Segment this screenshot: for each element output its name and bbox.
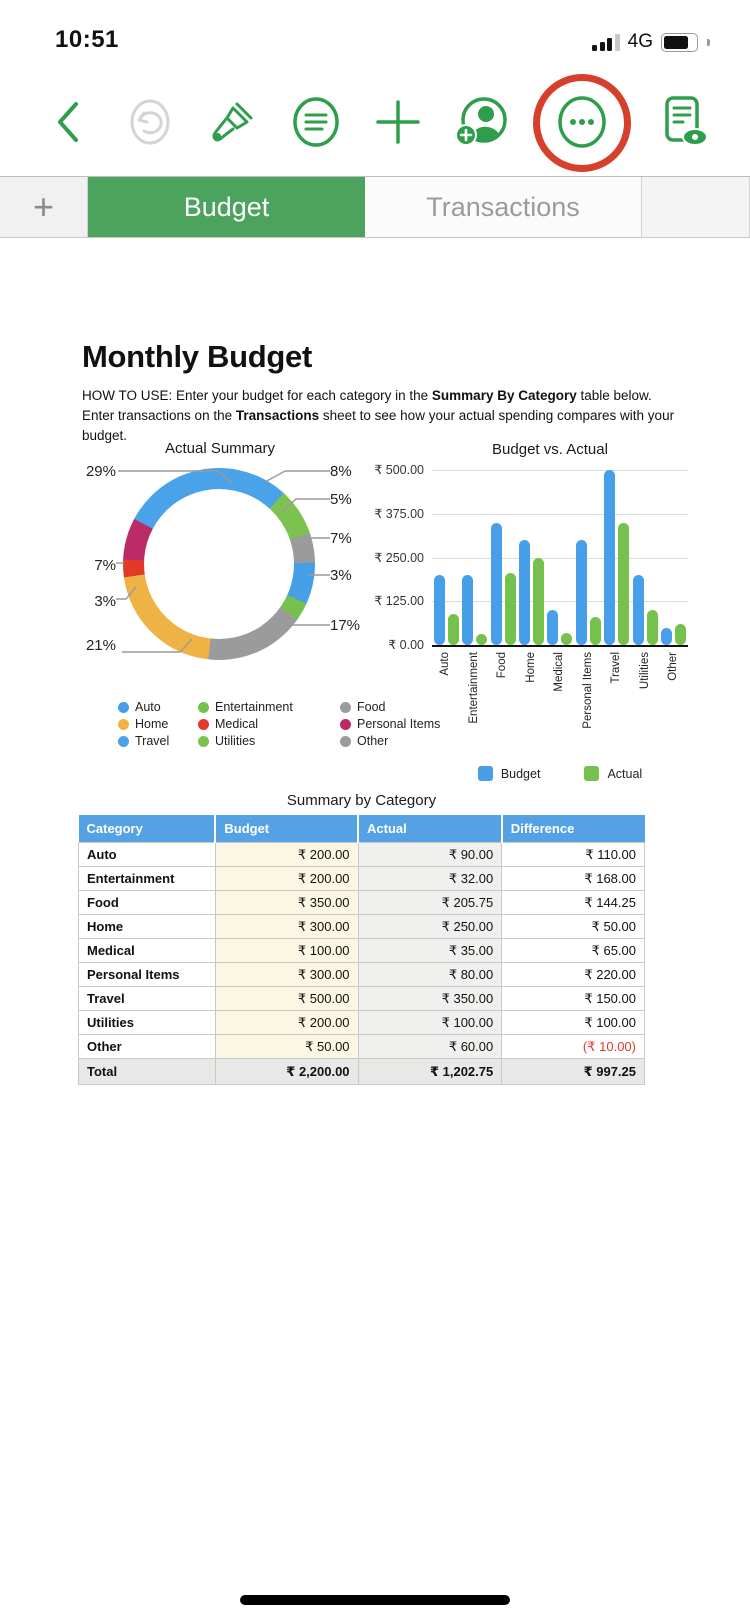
undo-button[interactable] <box>119 83 181 163</box>
table-cell[interactable]: Medical <box>79 939 216 963</box>
legend-dot-icon <box>118 702 129 713</box>
bar-gridline <box>432 645 688 647</box>
pie-percent-label: 7% <box>94 557 116 574</box>
battery-icon <box>661 33 698 52</box>
table-cell[interactable]: ₹ 220.00 <box>502 963 645 987</box>
table-cell[interactable]: Home <box>79 915 216 939</box>
column-header: Difference <box>502 815 645 843</box>
bar-x-label: Personal Items <box>581 652 594 729</box>
reading-view-button[interactable] <box>652 83 714 163</box>
bar-budget <box>519 540 530 645</box>
table-cell[interactable]: ₹ 350.00 <box>215 891 358 915</box>
view-options-button[interactable] <box>285 83 347 163</box>
bar-actual <box>476 634 487 645</box>
bar-x-label-cell <box>632 652 658 689</box>
bar-legend-label: Actual <box>607 766 643 781</box>
legend-dot-icon <box>340 719 351 730</box>
pie-percent-label: 3% <box>330 567 352 584</box>
bar-x-label: Home <box>524 652 537 683</box>
page-title: Monthly Budget <box>82 338 312 374</box>
pie-legend-item <box>118 700 184 714</box>
table-cell[interactable]: ₹ 50.00 <box>215 1035 358 1059</box>
bar-legend-item <box>478 766 541 781</box>
bar-y-tick-label: ₹ 0.00 <box>388 638 424 652</box>
legend-dot-icon <box>340 702 351 713</box>
bar-budget <box>547 610 558 645</box>
column-header: Budget <box>215 815 358 843</box>
paintbrush-icon <box>206 95 260 152</box>
bar-y-tick-label: ₹ 375.00 <box>374 506 424 521</box>
table-row <box>79 987 645 1011</box>
table-row <box>79 843 645 867</box>
bar-group <box>434 470 459 645</box>
more-button[interactable] <box>554 95 610 151</box>
table-cell[interactable]: ₹ 60.00 <box>358 1035 502 1059</box>
collaborate-button[interactable] <box>450 83 512 163</box>
table-total-row <box>79 1059 645 1085</box>
tab-bar-spacer <box>642 177 750 237</box>
pie-percent-label: 3% <box>94 593 116 610</box>
table-cell[interactable]: ₹ 200.00 <box>215 1011 358 1035</box>
bar-budget <box>661 628 672 646</box>
bar-budget <box>633 575 644 645</box>
ellipsis-circle-icon <box>554 94 610 153</box>
bar-budget <box>434 575 445 645</box>
bar-x-label: Utilities <box>638 652 651 690</box>
pie-legend-label: Other <box>357 734 389 748</box>
pie-percent-label: 21% <box>85 637 116 654</box>
table-cell[interactable]: Utilities <box>79 1011 216 1035</box>
table-cell[interactable]: ₹ 110.00 <box>502 843 645 867</box>
bar-group <box>576 470 601 645</box>
table-row <box>79 891 645 915</box>
table-cell[interactable]: ₹ 80.00 <box>358 963 502 987</box>
bar-x-label-cell <box>661 652 687 681</box>
bar-group <box>491 470 516 645</box>
bar-actual <box>561 633 572 645</box>
pie-legend-item <box>198 717 326 731</box>
legend-dot-icon <box>340 736 351 747</box>
table-title: Summary by Category <box>286 792 437 809</box>
bar-y-tick-label: ₹ 500.00 <box>374 463 424 477</box>
pie-legend-label: Entertainment <box>215 700 293 714</box>
column-header: Actual <box>358 815 502 843</box>
table-row <box>79 939 645 963</box>
table-cell[interactable]: ₹ 250.00 <box>358 915 502 939</box>
status-indicators <box>592 31 710 53</box>
table-cell[interactable]: ₹ 500.00 <box>215 987 358 1011</box>
tab-budget[interactable]: Budget <box>88 177 365 237</box>
pie-legend-label: Home <box>135 717 169 731</box>
table-cell[interactable]: Food <box>79 891 216 915</box>
pie-legend-item <box>118 717 184 731</box>
bar-x-label: Entertainment <box>467 652 480 724</box>
pie-percent-label: 7% <box>330 530 352 547</box>
pie-legend-label: Food <box>357 700 386 714</box>
pie-legend-label: Medical <box>215 717 259 731</box>
cellular-signal-icon <box>592 34 620 51</box>
bar-group <box>661 470 686 645</box>
table-row <box>79 1035 645 1059</box>
bar-actual <box>647 610 658 645</box>
table-cell[interactable]: ₹ 35.00 <box>358 939 502 963</box>
annotation-circle <box>533 74 631 172</box>
bar-actual <box>448 614 459 646</box>
bar-x-label: Food <box>496 652 509 679</box>
bar-x-axis-labels <box>432 652 688 764</box>
bar-budget <box>462 575 473 645</box>
bar-chart[interactable] <box>432 470 688 645</box>
bar-budget <box>491 523 502 646</box>
howto-segment: Summary By Category <box>431 387 577 403</box>
document-eye-icon <box>655 93 711 154</box>
table-header-row <box>79 815 645 843</box>
table-cell[interactable]: Auto <box>79 843 216 867</box>
table-cell[interactable]: ₹ 65.00 <box>502 939 645 963</box>
legend-dot-icon <box>198 702 209 713</box>
home-indicator[interactable] <box>240 1595 510 1605</box>
person-add-icon <box>450 94 512 153</box>
legend-dot-icon <box>198 719 209 730</box>
bar-y-tick-label: ₹ 125.00 <box>374 594 424 609</box>
pie-legend <box>118 700 462 748</box>
bar-actual <box>618 523 629 646</box>
chevron-left-icon <box>53 99 81 148</box>
legend-dot-icon <box>118 736 129 747</box>
bar-legend-item <box>584 766 642 781</box>
bar-x-label: Other <box>666 652 679 681</box>
bar-group <box>633 470 658 645</box>
table-cell[interactable]: ₹ 100.00 <box>502 1011 645 1035</box>
bar-group <box>462 470 487 645</box>
table-total-cell[interactable]: ₹ 2,200.00 <box>215 1059 358 1085</box>
back-button[interactable] <box>36 83 98 163</box>
table-cell[interactable]: ₹ 100.00 <box>358 1011 502 1035</box>
table-row <box>79 963 645 987</box>
battery-nub <box>707 39 710 46</box>
table-cell[interactable]: Personal Items <box>79 963 216 987</box>
add-sheet-tab[interactable]: + <box>0 177 88 237</box>
bar-legend <box>432 766 688 781</box>
table-cell[interactable]: ₹ 168.00 <box>502 867 645 891</box>
format-button[interactable] <box>202 83 264 163</box>
bar-x-label-cell <box>604 652 630 684</box>
table-row <box>79 867 645 891</box>
bar-actual <box>675 624 686 645</box>
bar-x-label: Auto <box>439 652 452 676</box>
bar-y-tick-label: ₹ 250.00 <box>374 550 424 565</box>
table-cell[interactable]: ₹ 200.00 <box>215 867 358 891</box>
bar-actual <box>533 558 544 646</box>
undo-icon <box>124 96 176 151</box>
table-cell[interactable]: ₹ 300.00 <box>215 915 358 939</box>
bar-x-label: Medical <box>553 652 566 692</box>
table-cell[interactable]: ₹ 200.00 <box>215 843 358 867</box>
pie-percent-label: 5% <box>330 491 352 508</box>
bar-x-label: Travel <box>610 652 623 684</box>
pie-legend-item <box>118 734 184 748</box>
table-total-cell[interactable]: ₹ 997.25 <box>502 1059 645 1085</box>
table-cell[interactable]: ₹ 32.00 <box>358 867 502 891</box>
insert-button[interactable] <box>367 83 429 163</box>
table-cell[interactable]: Entertainment <box>79 867 216 891</box>
table-cell[interactable]: ₹ 205.75 <box>358 891 502 915</box>
pie-percent-label: 29% <box>85 463 116 480</box>
bar-x-label-cell <box>462 652 488 724</box>
table-cell[interactable]: ₹ 350.00 <box>358 987 502 1011</box>
howto-segment: sheet to see how your actual spending compares with your budget. <box>82 407 675 443</box>
legend-swatch-icon <box>478 766 493 781</box>
table-cell[interactable]: ₹ 90.00 <box>358 843 502 867</box>
bar-actual <box>590 617 601 645</box>
table-cell[interactable]: ₹ 100.00 <box>215 939 358 963</box>
network-type-label: 4G <box>627 31 653 52</box>
pie-percent-label: 17% <box>330 617 361 634</box>
table-cell[interactable]: ₹ 300.00 <box>215 963 358 987</box>
bar-actual <box>505 573 516 645</box>
bar-x-label-cell <box>575 652 601 729</box>
bar-group <box>547 470 572 645</box>
bar-x-label-cell <box>433 652 459 676</box>
table-total-cell[interactable]: Total <box>79 1059 216 1085</box>
table-total-cell[interactable]: ₹ 1,202.75 <box>358 1059 502 1085</box>
summary-table <box>78 815 645 1085</box>
legend-swatch-icon <box>584 766 599 781</box>
bar-groups <box>432 470 688 645</box>
bar-x-label-cell <box>519 652 545 683</box>
legend-dot-icon <box>118 719 129 730</box>
table-row <box>79 915 645 939</box>
pie-legend-label: Personal Items <box>357 717 441 731</box>
pie-legend-item <box>198 734 326 748</box>
tab-transactions[interactable]: Transactions <box>365 177 642 237</box>
bar-legend-label: Budget <box>500 766 541 781</box>
howto-segment: table below. Enter transactions on the <box>82 387 652 423</box>
pie-legend-item <box>198 700 326 714</box>
pie-legend-label: Travel <box>135 734 170 748</box>
legend-dot-icon <box>198 736 209 747</box>
howto-segment: HOW TO USE: Enter your budget for each category in the <box>82 387 432 403</box>
pie-legend-label: Auto <box>135 700 161 714</box>
bar-budget <box>576 540 587 645</box>
bar-budget <box>604 470 615 645</box>
table-cell[interactable]: ₹ 50.00 <box>502 915 645 939</box>
column-header: Category <box>79 815 216 843</box>
pie-chart-title: Actual Summary <box>164 440 276 457</box>
bar-group <box>604 470 629 645</box>
bar-x-label-cell <box>490 652 516 678</box>
bar-x-label-cell <box>547 652 573 692</box>
table-cell[interactable]: Other <box>79 1035 216 1059</box>
toolbar <box>0 70 750 176</box>
plus-icon <box>373 97 423 150</box>
sheet-tab-bar <box>0 176 750 238</box>
status-time: 10:51 <box>55 26 119 53</box>
pie-percent-label: 8% <box>330 463 352 480</box>
howto-segment: Transactions <box>235 407 320 423</box>
bar-chart-title: Budget vs. Actual <box>492 441 608 458</box>
table-row <box>79 1011 645 1035</box>
table-cell[interactable]: (₹ 10.00) <box>502 1035 645 1059</box>
circle-lines-icon <box>289 95 343 152</box>
table-cell[interactable]: ₹ 150.00 <box>502 987 645 1011</box>
pie-legend-label: Utilities <box>215 734 256 748</box>
bar-group <box>519 470 544 645</box>
table-cell[interactable]: ₹ 144.25 <box>502 891 645 915</box>
bar-y-axis <box>338 462 424 662</box>
table-cell[interactable]: Travel <box>79 987 216 1011</box>
